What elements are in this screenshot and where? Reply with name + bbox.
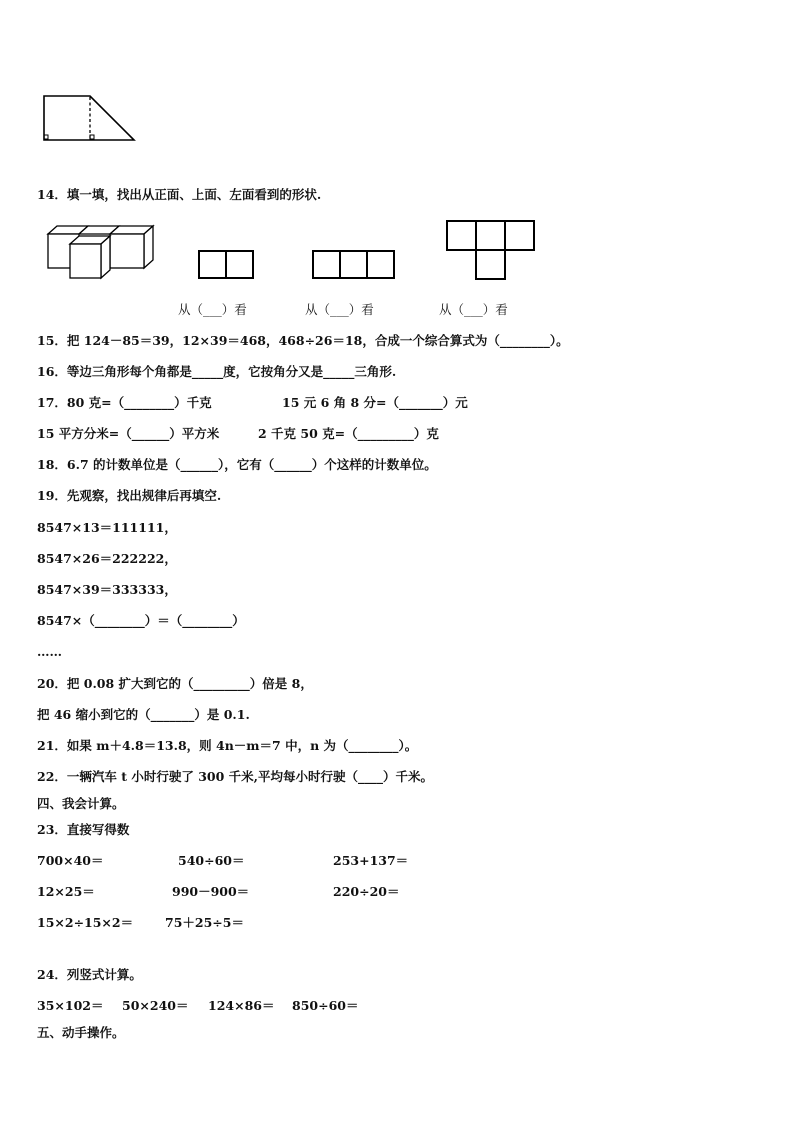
- q19-line-1: 8547×13＝111111，: [37, 520, 177, 535]
- q24-item-4: 850÷60＝: [292, 998, 359, 1013]
- q17-part-b: 15 元 6 角 8 分=（_______）元: [282, 395, 468, 410]
- q23-r2-c3: 220÷20＝: [333, 884, 400, 899]
- q17-part-d: 2 千克 50 克=（_________）克: [258, 426, 439, 441]
- q19-line-2: 8547×26＝222222，: [37, 551, 177, 566]
- cube-stack-figure: [46, 224, 161, 284]
- view-label-3: 从（___）看: [439, 302, 508, 317]
- q23-r3-c1: 15×2÷15×2＝: [37, 915, 134, 930]
- view-label-1: 从（___）看: [178, 302, 247, 317]
- q15-text: 15．把 124－85＝39，12×39＝468，468÷26＝18，合成一个综合算式为（________）。: [37, 333, 569, 348]
- trapezoid-figure: [38, 94, 148, 144]
- q23-r1-c1: 700×40＝: [37, 853, 104, 868]
- q21-text: 21．如果 m＋4.8＝13.8，则 4n－m＝7 中，n 为（________）。: [37, 738, 418, 753]
- q24-title: 24．列竖式计算。: [37, 967, 142, 982]
- q23-r1-c3: 253+137＝: [333, 853, 409, 868]
- q22-text: 22．一辆汽车 t 小时行驶了 300 千米,平均每小时行驶（____）千米。: [37, 769, 434, 784]
- q19-title: 19．先观察，找出规律后再填空.: [37, 488, 222, 503]
- q19-ellipsis: ……: [37, 644, 62, 659]
- q19-line-3: 8547×39＝333333，: [37, 582, 177, 597]
- view-two-squares: [198, 250, 258, 282]
- view-t-shape: [446, 220, 538, 282]
- q14-text: 14．填一填，找出从正面、上面、左面看到的形状.: [37, 187, 322, 202]
- q20-part-b: 把 46 缩小到它的（_______）是 0.1.: [37, 707, 250, 722]
- q23-title: 23．直接写得数: [37, 822, 130, 837]
- section-4-heading: 四、我会计算。: [37, 796, 125, 811]
- q20-part-a: 20．把 0.08 扩大到它的（_________）倍是 8，: [37, 676, 313, 691]
- q23-r2-c2: 990－900＝: [172, 884, 250, 899]
- q24-item-3: 124×86＝: [208, 998, 275, 1013]
- q23-r2-c1: 12×25＝: [37, 884, 95, 899]
- q23-r1-c2: 540÷60＝: [178, 853, 245, 868]
- q17-part-a: 17．80 克=（________）千克: [37, 395, 212, 410]
- q19-line-4: 8547×（________）＝（________）: [37, 613, 245, 628]
- q16-text: 16．等边三角形每个角都是_____度，它按角分又是_____三角形.: [37, 364, 397, 379]
- view-three-squares: [312, 250, 402, 282]
- q23-r3-c2: 75＋25÷5＝: [165, 915, 244, 930]
- q24-item-1: 35×102＝: [37, 998, 104, 1013]
- view-label-2: 从（___）看: [305, 302, 374, 317]
- q17-part-c: 15 平方分米=（______）平方米: [37, 426, 220, 441]
- q18-text: 18．6.7 的计数单位是（______），它有（______）个这样的计数单位。: [37, 457, 437, 472]
- section-5-heading: 五、动手操作。: [37, 1025, 125, 1040]
- q24-item-2: 50×240＝: [122, 998, 189, 1013]
